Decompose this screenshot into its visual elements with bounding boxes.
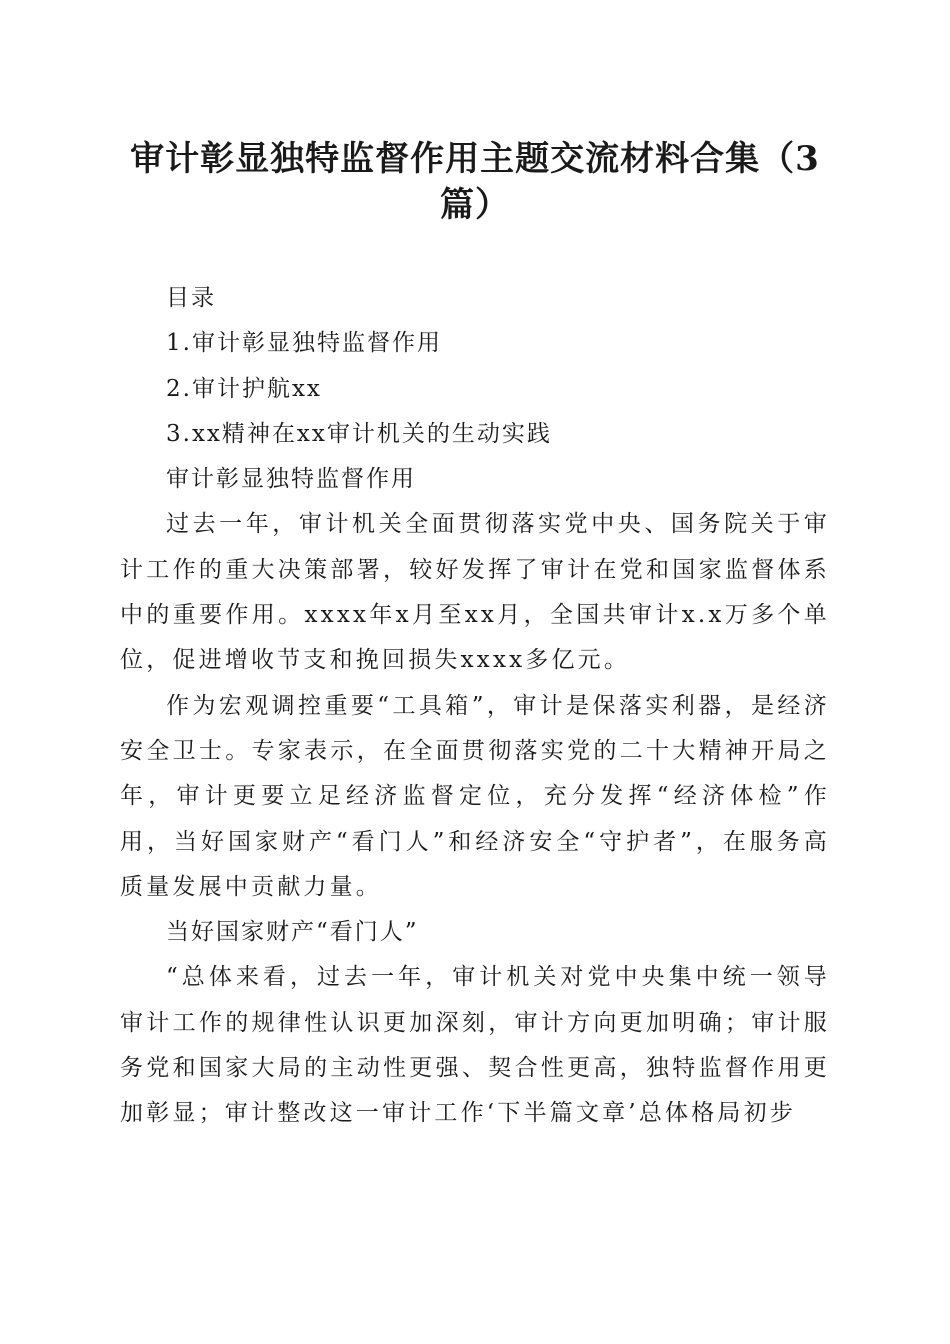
- section-heading: 审计彰显独特监督作用: [166, 466, 416, 493]
- toc-item: 1.审计彰显独特监督作用: [166, 330, 442, 357]
- body-paragraph: “总体来看，过去一年，审计机关对党中央集中统一领导审计工作的规律性认识更加深刻，审计方向更加明确；审计服务党和国家大局的主动性更强、契合性更高，独特监督作用更加彰显；审计整改这一审计工作‘下半篇文章’总体格局初步: [120, 964, 830, 1127]
- section-subheading: 当好国家财产“看门人”: [166, 919, 419, 946]
- toc-item: 2.审计护航xx: [166, 375, 322, 402]
- toc-label: 目录: [166, 285, 216, 311]
- body-paragraph: 过去一年，审计机关全面贯彻落实党中央、国务院关于审计工作的重大决策部署，较好发挥了审计在党和国家监督体系中的重要作用。xxxx年x月至xx月，全国共审计x.x万多个单位，促进增收节支和挽回损失xxxx多亿元。: [120, 511, 830, 674]
- toc-item: 3.xx精神在xx审计机关的生动实践: [166, 420, 552, 447]
- document-title: 审计彰显独特监督作用主题交流材料合集（3篇）: [130, 139, 820, 225]
- document-body: [120, 276, 830, 1137]
- body-paragraph: 作为宏观调控重要“工具箱”，审计是保落实利器，是经济安全卫士。专家表示，在全面贯彻落实党的二十大精神开局之年，审计更要立足经济监督定位，充分发挥“经济体检”作用，当好国家财产“看门人”和经济安全“守护者”，在服务高质量发展中贡献力量。: [120, 692, 830, 900]
